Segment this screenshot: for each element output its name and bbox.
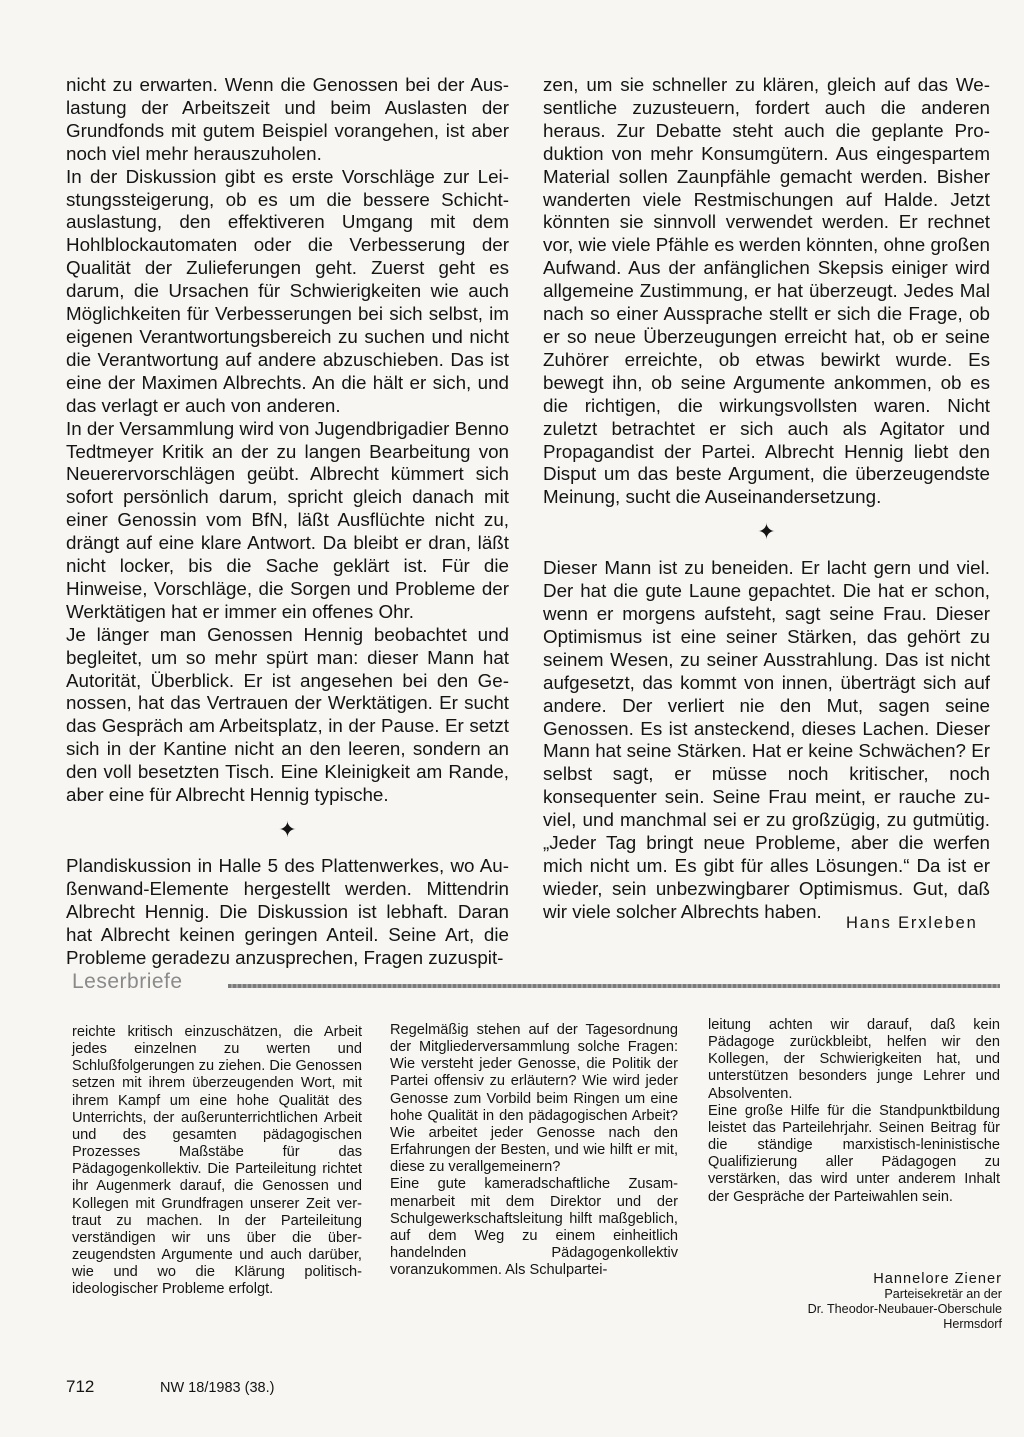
article-column-2 — [543, 74, 990, 924]
article-paragraph: nicht zu erwarten. Wenn die Genossen bei der Auslastung der Arbeitszeit und beim Auslasten der Grundfonds mit gutem Beispiel vorangehen, ist aber noch viel mehr herauszuholen. — [66, 74, 509, 164]
letter-paragraph: Eine große Hilfe für die Standpunktbildung leistet das Parteilehrjahr. Seinen Beitrag für die ständige marxistisch-leninistische Qualifizierung aller Pädagogen zu verstärken, das wird unter anderem Inhalt der Gespräche der Parteiwahlen sein. — [708, 1102, 1000, 1205]
letter-column-2 — [390, 1022, 678, 1279]
section-separator-star: ✦ — [757, 519, 776, 545]
article-paragraph: In der Versammlung wird von Jugendbrigadier Benno Tedtmeyer Kritik an der zu langen Bearbeitung von Neuerervorschlägen geübt. Albrecht kümmert sich sofort persönlich darum, spricht gleich danach mit einer Genossin vom BfN, läßt Ausflüchte nicht zu, drängt auf eine klare Antwort. Da bleibt er dran, läßt nicht locker, bis die Sache geklärt ist. Für die Hinweise, Vorschläge, die Sorgen und Probleme der Werktätigen hat er immer ein offenes Ohr. — [66, 417, 509, 622]
letter-paragraph: Regelmäßig stehen auf der Tagesordnung der Mitgliederversammlung solche Fragen: Wie versteht jeder Genosse, die Politik der Partei offensiv zu erläutern? Wie wird jeder Genosse zum Vorbild beim Ringen um eine hohe Qualität in den pädagogischen Arbeit? Wie arbeitet jeder Genosse nach den Erfahrungen der Besten, und wie hilft er mit, diese zu verallgemeinern? — [390, 1022, 678, 1176]
article-author: Hans Erxleben — [846, 914, 978, 932]
section-separator-star: ✦ — [278, 817, 297, 842]
page-number: 712 — [66, 1377, 95, 1396]
article-paragraph: In der Diskussion gibt es erste Vorschläge zur Leistungssteigerung, ob es um die bessere Schichtauslastung, den effektiveren Umgang mit dem Hohlblockautomaten oder die Verbesserung der Qualität der Zulieferungen geht. Zuerst geht es darum, die Ursachen für Schwierigkeiten wie auch Möglichkeiten für Verbesserungen bei sich selbst, im eigenen Verantwortungsbereich zu suchen und nicht die Verantwortung auf andere abzuschieben. Das ist eine der Maximen Albrechts. An die hält er sich, und das verlagt er auch von anderen. — [66, 165, 509, 416]
signature-name: Hannelore Ziener — [873, 1271, 1002, 1287]
section-title: Leserbriefe — [72, 970, 183, 993]
letter-paragraph: reichte kritisch einzuschätzen, die Arbeit jedes einzelnen zu werten und Schlußfolgerungen zu ziehen. Die Genossen setzen mit ihrem überzeugenden Wort, mit ihrem Kampf um eine hohe Qualität des Unterrichts, der außerunterrichtlichen Arbeit und des gesamten pädagogischen Prozesses Maßstäbe für das Pädagogenkollektiv. Die Parteileitung richtet ihr Augenmerk darauf, die Genossen und Kollegen mit Grundfragen unserer Zeit vertraut zu machen. In der Parteileitung verständigen wir uns über die überzeugendsten Argumente und auch darüber, wie und wo die Klärung politisch-ideologischer Probleme erfolgt. — [72, 1024, 362, 1298]
letter-paragraph: Eine gute kameradschaftliche Zusammenarbeit mit dem Direktor und der Schulgewerkschaftsleitung hilft maßgeblich, auf dem Weg zu einem einheitlich handelnden Pädagogenkollektiv voranzukommen. Als Schulpartei- — [390, 1176, 678, 1279]
article-paragraph: zen, um sie schneller zu klären, gleich auf das Wesentliche zuzusteuern, fordert auch die anderen heraus. Zur Debatte steht auch die geplante Produktion von mehr Konsumgütern. Aus eingespartem Material sollen Zaunpfähle gemacht werden. Bisher wanderten viele Restmischungen auf Halde. Jetzt könnten sie sinnvoll verwendet werden. Er rechnet vor, wie viele Pfähle es werden könnten, ohne großen Aufwand. Aus der anfänglichen Skepsis einiger wird allgemeine Zustimmung, er hat überzeugt. Jedes Mal nach so einer Aussprache stellt er sich die Frage, ob er so neue Überzeugungen erreicht hat, ob er seine Zuhörer erreichte, ob etwas bewirkt wurde. Es bewegt ihn, ob seine Argumente ankommen, ob es die richtigen, die wirkungsvollsten waren. Nicht zuletzt betrachtet er sich auch als Agitator und Propagandist der Partei. Albrecht Hennig liebt den Disput um das beste Argument, die überzeugendste Meinung, sucht die Auseinandersetzung. — [543, 74, 990, 508]
signature-city: Hermsdorf — [943, 1317, 1002, 1331]
article-paragraph: Plandiskussion in Halle 5 des Plattenwerkes, wo Außenwand-Elemente hergestellt werden. Mittendrin Albrecht Hennig. Die Diskussion ist lebhaft. Daran hat Albrecht keinen geringen Anteil. Seine Art, die Probleme geradezu anzusprechen, Fragen zuzuspit- — [66, 855, 509, 968]
letter-column-3 — [708, 1017, 1000, 1206]
article-paragraph: Je länger man Genossen Hennig beobachtet und begleitet, um so mehr spürt man: dieser Mann hat Autorität, Überblick. Er ist angesehen bei den Genossen, hat das Vertrauen der Werktätigen. Er sucht das Gespräch am Arbeitsplatz, in der Pause. Er setzt sich in der Kantine nicht an den leeren, sondern an den voll besetzten Tisch. Eine Kleinigkeit am Rande, aber eine für Albrecht Hennig typische. — [66, 623, 509, 806]
issue-label: NW 18/1983 (38.) — [160, 1380, 275, 1396]
section-header-leserbriefe — [72, 970, 1000, 996]
letter-column-1 — [72, 1024, 362, 1299]
signature-school: Dr. Theodor-Neubauer-Oberschule — [807, 1302, 1002, 1316]
article-column-1 — [66, 74, 509, 970]
signature-role: Parteisekretär an der — [884, 1287, 1002, 1301]
letter-paragraph: leitung achten wir darauf, daß kein Pädagoge zurückbleibt, helfen wir den Kollegen, der Schwierigkeiten hat, und unterstützen besonders junge Lehrer und Absolventen. — [708, 1017, 1000, 1102]
letter-signature — [702, 1271, 1002, 1332]
article-paragraph: Dieser Mann ist zu beneiden. Er lacht gern und viel. Der hat die gute Laune gepachtet. Die hat er schon, wenn er morgens aufsteht, sagt seine Frau. Dieser Optimismus ist eine seiner Stärken, das gehört zu seinem Wesen, zu seiner Ausstrahlung. Das ist nicht aufgesetzt, das kommt von innen, überträgt sich auf andere. Der verliert nie den Mut, sagen seine Genossen. Es ist ansteckend, dieses Lachen. Dieser Mann hat seine Stärken. Hat er keine Schwächen? Er selbst sagt, er müsse noch kritischer, noch konsequenter sein. Seine Frau meint, er rauche zuviel, und manchmal sei er zu großzügig, zu gutmütig. „Jeder Tag bringt neue Probleme, aber die werfen mich nicht um. Es gibt für alles Lösungen.“ Da ist er wieder, sein unbezwingbarer Optimismus. Gut, daß wir viele solcher Albrechts haben. — [543, 557, 990, 922]
section-rule — [228, 984, 1000, 988]
